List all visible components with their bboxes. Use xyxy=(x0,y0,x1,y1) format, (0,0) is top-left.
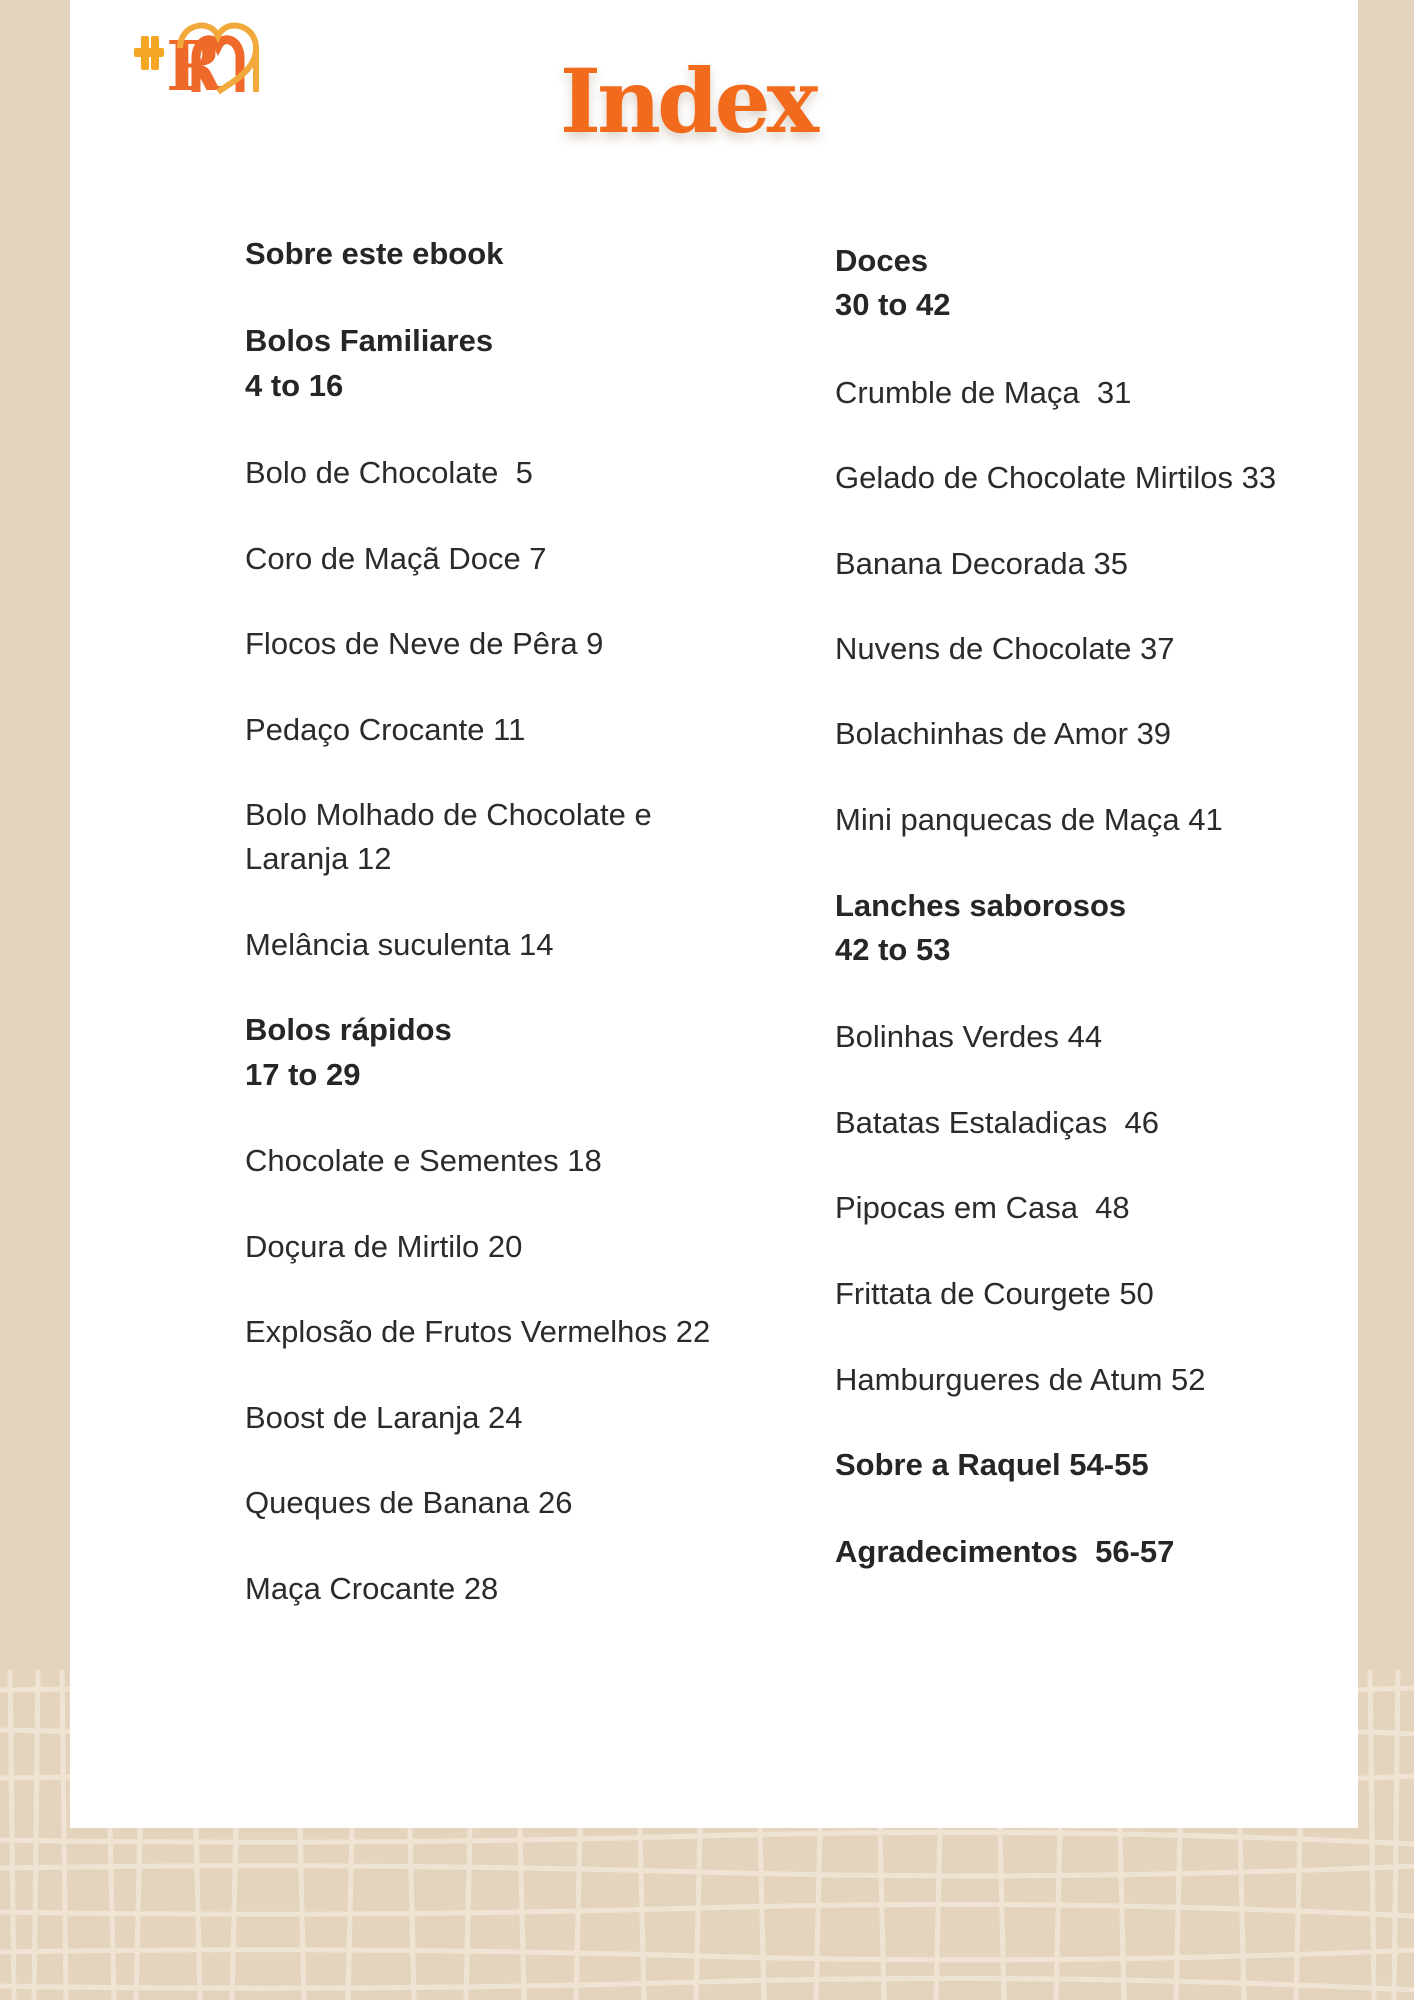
index-entry[interactable]: Maça Crocante 28 xyxy=(245,1571,499,1606)
index-entry[interactable]: Pedaço Crocante 11 xyxy=(245,712,526,747)
section-page-range: 42 to 53 xyxy=(835,932,951,967)
index-entry[interactable]: Bolo Molhado de Chocolate e xyxy=(245,797,652,832)
index-entry[interactable]: Pipocas em Casa 48 xyxy=(835,1190,1130,1225)
index-entry[interactable]: Flocos de Neve de Pêra 9 xyxy=(245,626,604,661)
index-entry[interactable]: Hamburgueres de Atum 52 xyxy=(835,1362,1206,1397)
index-entry[interactable]: Queques de Banana 26 xyxy=(245,1485,573,1520)
page-title: Index xyxy=(559,49,816,153)
section-page-range: 30 to 42 xyxy=(835,287,951,322)
index-entry[interactable]: Banana Decorada 35 xyxy=(835,546,1129,581)
index-entry[interactable]: Chocolate e Sementes 18 xyxy=(245,1143,602,1178)
section-heading-bolos-rapidos[interactable]: Bolos rápidos xyxy=(245,1012,452,1047)
section-sobre-a-raquel[interactable]: Sobre a Raquel 54-55 xyxy=(835,1447,1149,1482)
index-entry[interactable]: Bolachinhas de Amor 39 xyxy=(835,716,1172,751)
index-entry[interactable]: Bolo de Chocolate 5 xyxy=(245,455,533,490)
section-page-range: 4 to 16 xyxy=(245,368,344,403)
section-heading-bolos-familiares[interactable]: Bolos Familiares xyxy=(245,323,494,358)
index-entry[interactable]: Crumble de Maça 31 xyxy=(835,375,1132,410)
svg-text:R: R xyxy=(166,27,223,98)
index-entry[interactable]: Doçura de Mirtilo 20 xyxy=(245,1229,523,1264)
section-heading-doces[interactable]: Doces xyxy=(835,243,929,278)
index-entry[interactable]: Explosão de Frutos Vermelhos 22 xyxy=(245,1314,711,1349)
index-entry[interactable]: Gelado de Chocolate Mirtilos 33 xyxy=(835,460,1277,495)
index-entry[interactable]: Batatas Estaladiças 46 xyxy=(835,1105,1159,1140)
index-entry[interactable]: Mini panquecas de Maça 41 xyxy=(835,802,1223,837)
index-entry[interactable]: Nuvens de Chocolate 37 xyxy=(835,631,1175,666)
section-agradecimentos[interactable]: Agradecimentos 56-57 xyxy=(835,1534,1175,1569)
section-page-range: 17 to 29 xyxy=(245,1057,361,1092)
index-entry-continued[interactable]: Laranja 12 xyxy=(245,841,392,876)
index-entry[interactable]: Coro de Maçã Doce 7 xyxy=(245,541,547,576)
section-sobre-este-ebook[interactable]: Sobre este ebook xyxy=(245,236,504,271)
index-page xyxy=(70,0,1358,1828)
index-entry[interactable]: Boost de Laranja 24 xyxy=(245,1400,523,1435)
section-heading-lanches-saborosos[interactable]: Lanches saborosos xyxy=(835,888,1127,923)
index-entry[interactable]: Melância suculenta 14 xyxy=(245,927,554,962)
index-entry[interactable]: Frittata de Courgete 50 xyxy=(835,1276,1154,1311)
index-entry[interactable]: Bolinhas Verdes 44 xyxy=(835,1019,1103,1054)
